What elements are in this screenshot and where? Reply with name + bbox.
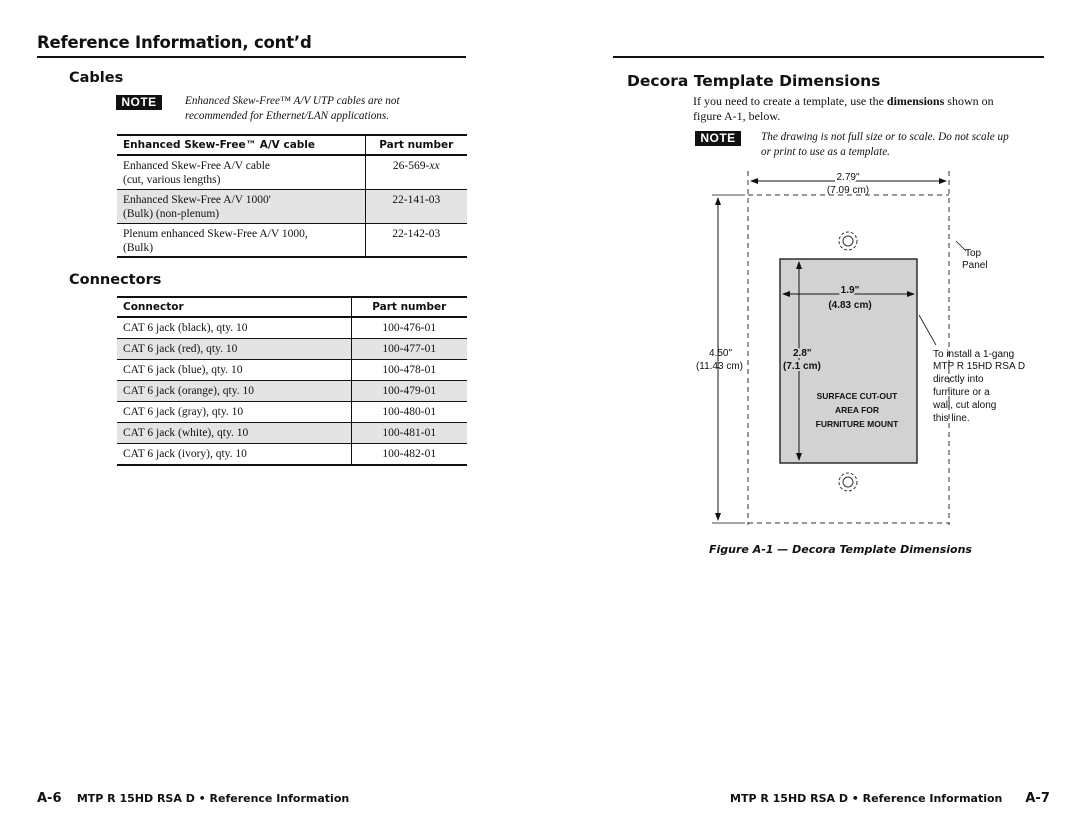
decora-note-line-2: or print to use as a template. [761,146,890,158]
width-inches: 2.79" [836,172,860,183]
decora-note-badge: NOTE [695,131,741,146]
page-number: A-7 [1025,791,1050,806]
connector-name: CAT 6 jack (black), qty. 10 [117,317,351,339]
part-number: 100-480-01 [351,402,467,423]
part-number: 26-569- [392,160,430,172]
part-number-cell [365,223,467,257]
decora-heading: Decora Template Dimensions [627,72,881,90]
table-row [117,423,467,444]
install-note-6: this line. [933,413,970,424]
table-row [117,381,467,402]
column-header-part-number: Part number [365,135,467,155]
footer-text: MTP R 15HD RSA D • Reference Information [76,792,350,805]
intro-text [693,94,1053,124]
cable-name: Plenum enhanced Skew-Free A/V 1000, [123,227,308,240]
table-header-row [117,297,467,317]
connector-name: CAT 6 jack (orange), qty. 10 [117,381,351,402]
intro-bold: dimensions [886,94,945,108]
cables-note-line-2: recommended for Ethernet/LAN applications. [185,110,390,122]
cutout-label-line-1: SURFACE CUT-OUT [816,391,898,401]
inner-width-inches: 1.9" [840,285,860,296]
part-number: 100-476-01 [351,317,467,339]
inner-width-cm: (4.83 cm) [828,300,872,311]
part-number: 22-142-03 [392,227,441,240]
right-page [540,0,1080,834]
install-note-3: directly into [933,374,984,385]
table-row [117,223,467,257]
table-row [117,402,467,423]
cables-note-badge: NOTE [116,95,162,110]
width-cm: (7.09 cm) [826,185,870,196]
header-rule [37,56,466,58]
install-leader [919,315,936,345]
install-note-5: wall, cut along [933,400,997,411]
cables-note-text [185,94,400,124]
table-row [117,155,467,189]
right-footer [730,791,1050,806]
cable-cell [117,189,365,223]
cutout-label-line-3: FURNITURE MOUNT [815,419,899,429]
table-header-row [117,135,467,155]
part-number: 100-478-01 [351,360,467,381]
column-header-cable: Enhanced Skew-Free™ A/V cable [117,135,365,155]
inner-height-cm: (7.1 cm) [783,361,821,372]
top-screw-hole-icon [839,232,857,250]
height-cm: (11.43 cm) [695,361,743,372]
cable-name: Enhanced Skew-Free A/V cable [123,160,271,172]
top-panel-label-1: Top [965,248,982,259]
intro-line-1 [693,94,1053,109]
decora-template-figure [540,165,1080,545]
figure-caption: Figure A-1 — Decora Template Dimensions [709,543,972,556]
cable-cell [117,155,365,189]
install-note-4: furniture or a [933,387,990,398]
part-number-cell [365,155,467,189]
decora-note-line-1: The drawing is not full size or to scale. Do not scale up [761,131,1009,143]
connector-name: CAT 6 jack (red), qty. 10 [117,339,351,360]
table-row [117,444,467,466]
connectors-table [117,296,467,466]
top-panel-label-2: Panel [962,260,988,271]
column-header-part-number: Part number [351,297,467,317]
connectors-heading: Connectors [69,272,162,288]
decora-note-text [761,130,1009,160]
cables-heading: Cables [69,70,124,86]
height-inches: 4.50" [708,348,732,359]
install-note-2: MTP R 15HD RSA D [933,361,1026,372]
install-note-1: To install a 1-gang [933,349,1015,360]
part-number: 100-481-01 [351,423,467,444]
table-row [117,189,467,223]
inner-height-inches: 2.8" [793,348,812,359]
cable-detail: (Bulk) [123,241,154,254]
intro-text-end: shown on [944,94,994,108]
page-header: Reference Information, cont’d [37,33,312,52]
part-number: 100-479-01 [351,381,467,402]
intro-line-2: figure A-1, below. [693,109,781,123]
cable-detail: (cut, various lengths) [123,174,221,186]
cable-name: Enhanced Skew-Free A/V 1000' [123,193,271,206]
cables-table [117,134,467,258]
cables-note-line-1: Enhanced Skew-Free™ A/V UTP cables are not [185,95,400,107]
table-row [117,339,467,360]
table-row [117,360,467,381]
page-number: A-6 [37,791,62,806]
connector-name: CAT 6 jack (gray), qty. 10 [117,402,351,423]
intro-text-start: If you need to create a template, use the [693,94,887,108]
part-number: 100-477-01 [351,339,467,360]
cable-detail: (Bulk) (non-plenum) [123,207,220,220]
connector-name: CAT 6 jack (white), qty. 10 [117,423,351,444]
connector-name: CAT 6 jack (blue), qty. 10 [117,360,351,381]
connector-name: CAT 6 jack (ivory), qty. 10 [117,444,351,466]
part-number-suffix: xx [429,160,440,172]
bottom-screw-hole-icon [839,473,857,491]
part-number: 100-482-01 [351,444,467,466]
part-number-cell [365,189,467,223]
cable-cell [117,223,365,257]
cutout-label-line-2: AREA FOR [834,405,880,415]
header-rule [613,56,1044,58]
footer-text: MTP R 15HD RSA D • Reference Information [730,792,1003,805]
left-footer [37,791,349,806]
table-row [117,317,467,339]
column-header-connector: Connector [117,297,351,317]
part-number: 22-141-03 [392,193,441,206]
